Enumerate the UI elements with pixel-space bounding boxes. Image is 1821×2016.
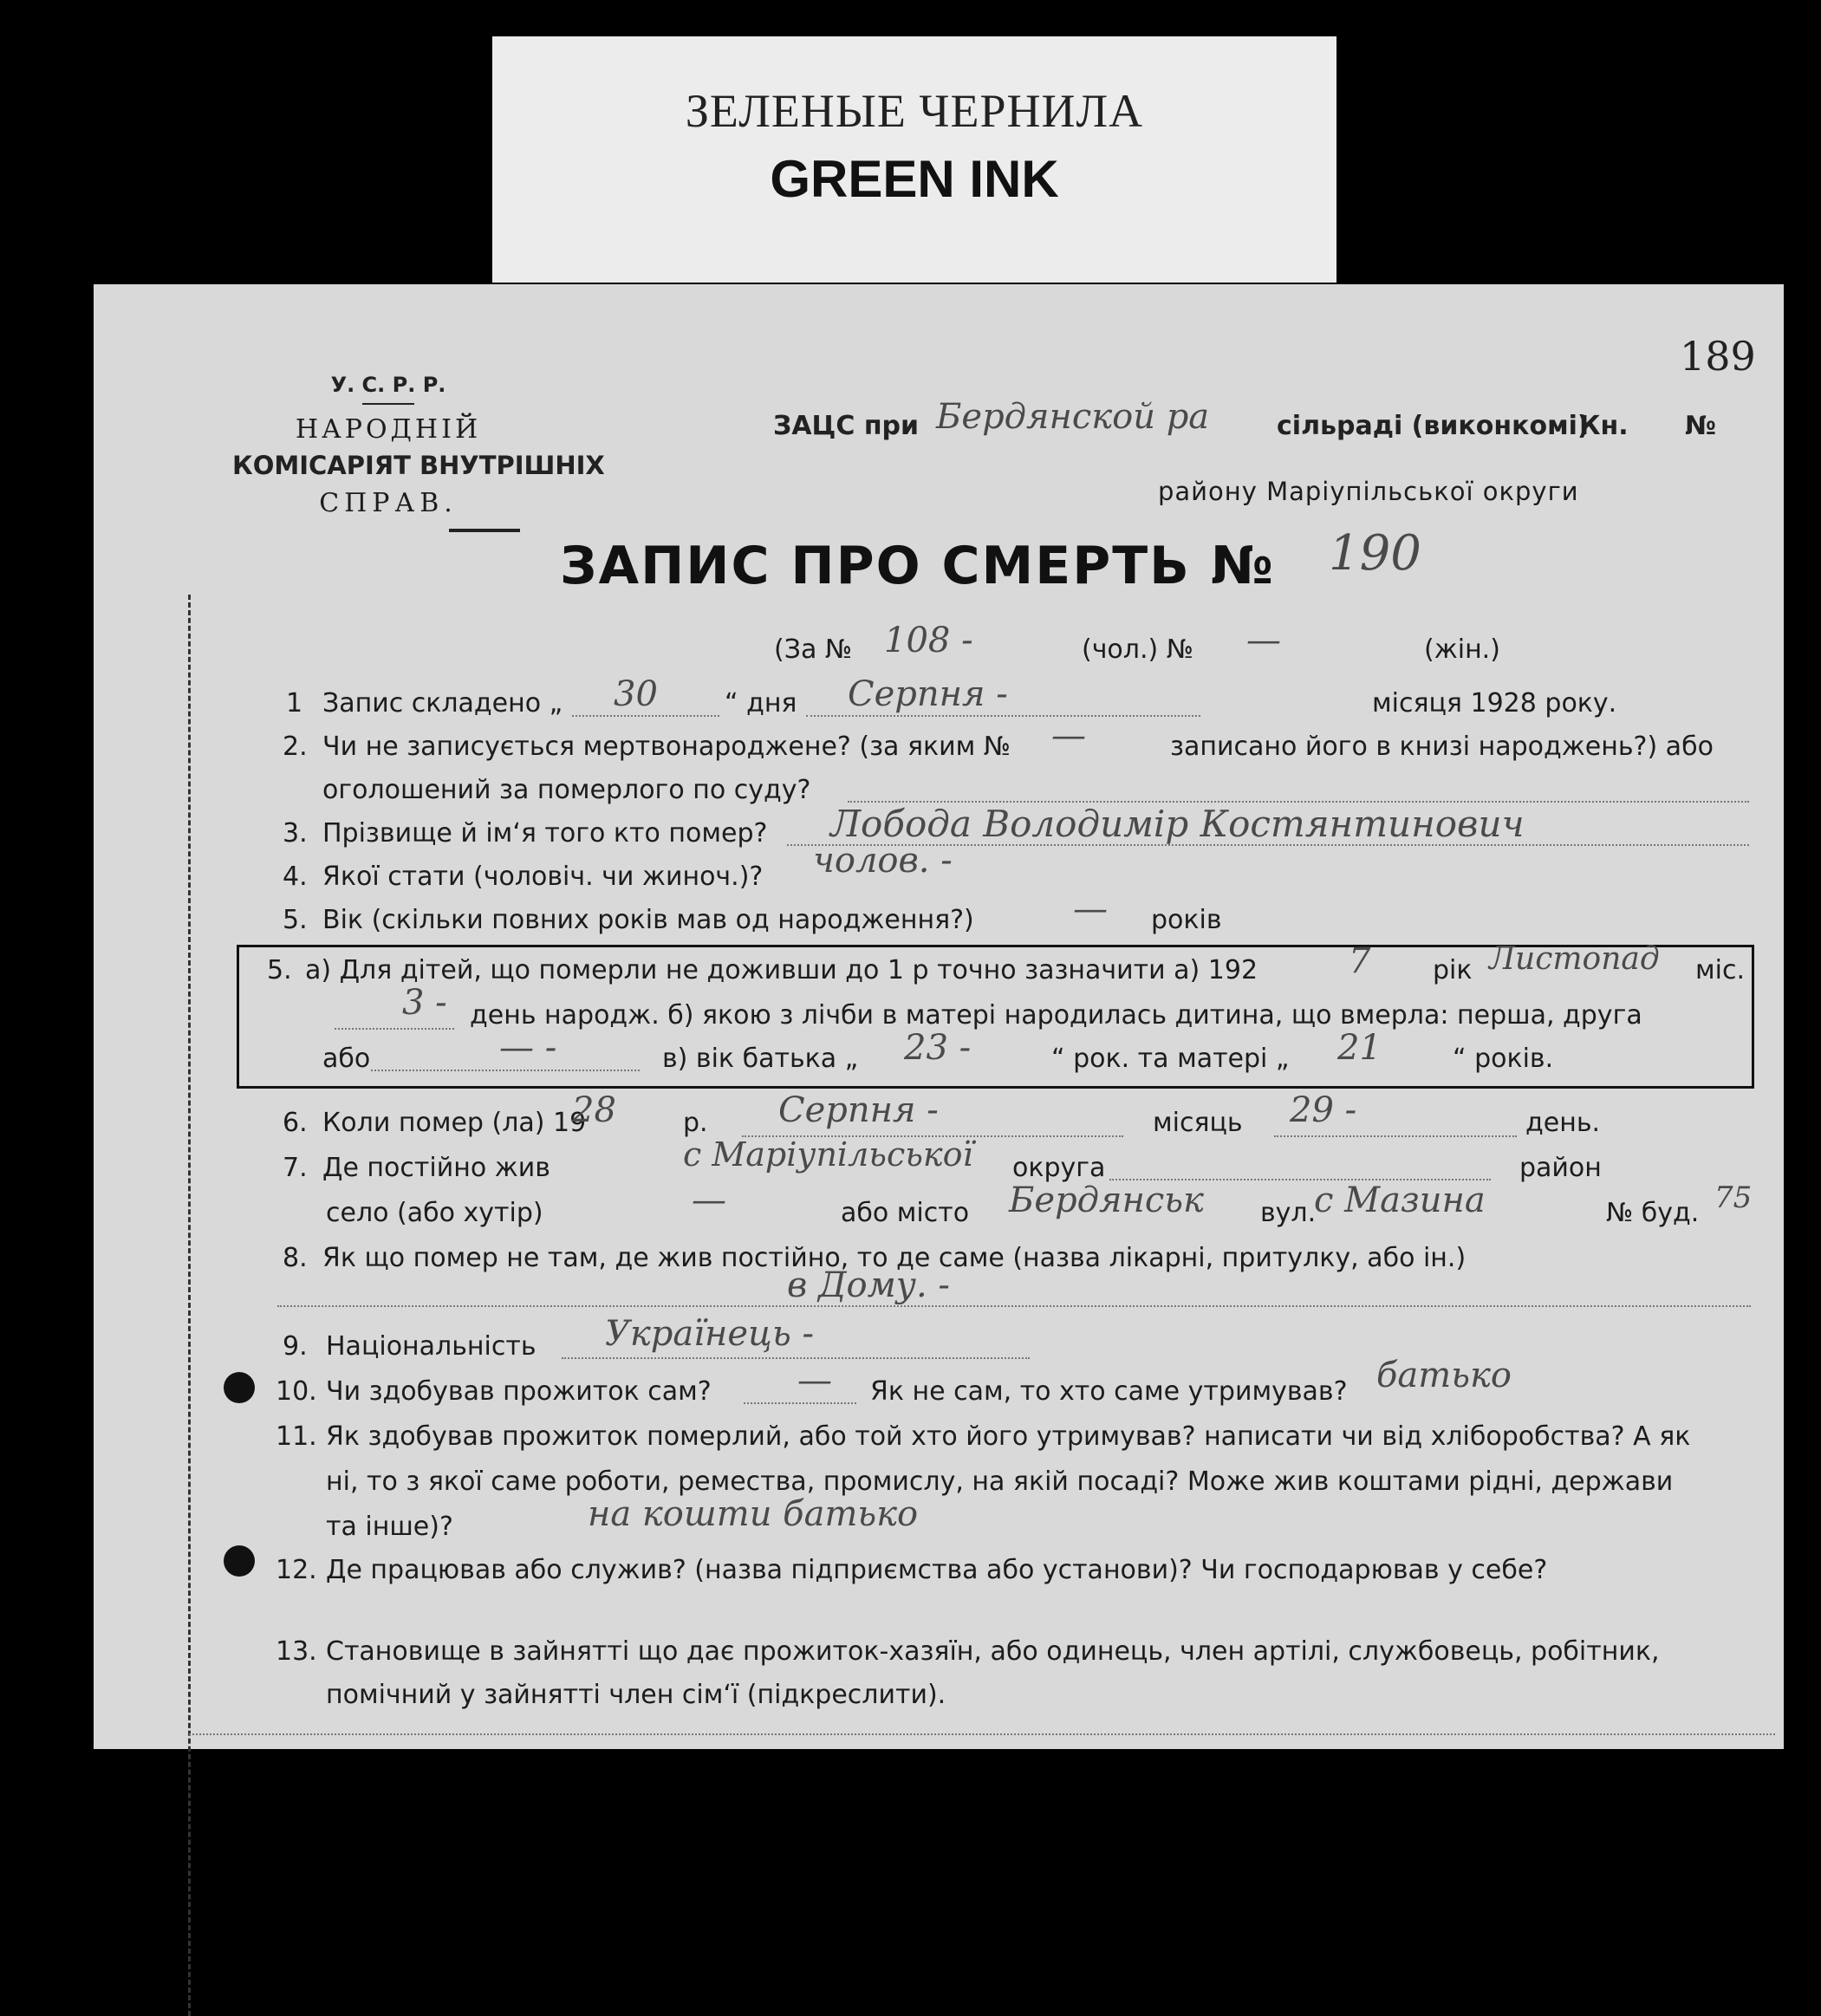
- field-13-label: Становище в зайнятті що дає прожиток-хазяїн, або одинець, член артілі, службовець, робітник,: [326, 1636, 1660, 1667]
- commissariat-line-3: СПРАВ.: [319, 488, 458, 518]
- livelihood: на кошти батько: [588, 1494, 919, 1534]
- fill-line: [744, 1402, 856, 1404]
- book-label: Кн.: [1579, 411, 1629, 441]
- bottom-perforation: [189, 1733, 1775, 1735]
- stillborn-number: —: [1051, 716, 1086, 756]
- field-4-label: Якої стати (чоловіч. чи жиноч.)?: [322, 862, 764, 892]
- field-5a-label: а) Для дітей, що померли не доживши до 1 р точно зазначити а) 192: [305, 955, 1258, 985]
- death-year: 28: [572, 1090, 616, 1130]
- field-number: 12.: [276, 1555, 317, 1585]
- field-2-label-cont: записано його в книзі народжень?) або: [1170, 732, 1714, 762]
- divider: [449, 529, 520, 532]
- field-9-label: Національність: [326, 1331, 537, 1362]
- male-number: —: [1246, 621, 1281, 660]
- field-number: 11.: [276, 1421, 317, 1452]
- divider: [362, 403, 414, 405]
- deceased-name: Лобода Володимір Костянтинович: [830, 803, 1525, 845]
- field-number: 13.: [276, 1636, 317, 1667]
- child-birth-month: Листопад: [1489, 941, 1660, 977]
- book-number-label: №: [1685, 411, 1717, 441]
- fill-line: [277, 1305, 1751, 1307]
- field-7-label: Де постійно жив: [322, 1153, 550, 1183]
- field-12-label: Де працював або служив? (назва підприємства або установи)? Чи господарював у себе?: [326, 1555, 1548, 1585]
- death-day: 29 -: [1290, 1090, 1357, 1130]
- district-line: району Маріупільської округи: [1158, 477, 1579, 506]
- field-13-label-cont: помічний у зайнятті член сім‘ї (підкреслити).: [326, 1680, 946, 1710]
- supporter: батько: [1376, 1356, 1512, 1395]
- residence-street: с Мазина: [1314, 1180, 1486, 1220]
- za-number: 108 -: [884, 621, 973, 660]
- record-month: Серпня -: [848, 674, 1008, 714]
- field-number: 8.: [283, 1243, 308, 1273]
- zacs-prefix: ЗАЦС при: [773, 411, 920, 441]
- za-label: (За №: [774, 634, 853, 665]
- death-month: Серпня -: [778, 1090, 939, 1130]
- field-10-label: Чи здобував прожиток сам?: [326, 1376, 712, 1407]
- fill-line: [335, 1028, 454, 1030]
- field-5a-or-label: або: [322, 1044, 371, 1074]
- field-number: 5.: [283, 905, 308, 935]
- commissariat-line-1: НАРОДНІЙ: [295, 414, 482, 445]
- field-1-year-label: місяця 1928 року.: [1372, 688, 1617, 719]
- field-number: 7.: [283, 1153, 308, 1183]
- commissariat-line-2: КОМІСАРІЯТ ВНУТРІШНІХ: [232, 451, 605, 480]
- fill-line: [371, 1070, 640, 1071]
- raion-label: район: [1519, 1153, 1602, 1183]
- fill-line: [572, 715, 719, 717]
- field-6-day-label: день.: [1525, 1108, 1601, 1138]
- field-5-years-label: років: [1151, 905, 1222, 935]
- child-birth-order: — -: [499, 1028, 557, 1068]
- ink-label-card: [492, 36, 1336, 283]
- field-2-label-court: оголошений за померлого по суду?: [322, 775, 811, 805]
- field-1-label: Запис складено „: [322, 688, 563, 719]
- field-10-label-cont: Як не сам, то хто саме утримував?: [870, 1376, 1348, 1407]
- zacs-suffix: сільраді (виконкомі): [1277, 411, 1590, 441]
- house-label: № буд.: [1606, 1198, 1700, 1228]
- punch-hole: [224, 1545, 255, 1577]
- residence-okrug: с Маріупільської: [683, 1135, 973, 1174]
- punch-hole: [224, 1372, 255, 1403]
- zacs-council-name: Бердянской ра: [936, 397, 1210, 437]
- field-5-label: Вік (скільки повних років мав од народження?): [322, 905, 974, 935]
- mother-age-label: “ рок. та матері „: [1051, 1044, 1290, 1074]
- field-5a-label-cont: день народж. б) якою з лічби в матері народилась дитина, що вмерла: перша, друга: [470, 1000, 1642, 1031]
- okrug-label: округа: [1012, 1153, 1106, 1183]
- record-day: 30: [614, 674, 658, 714]
- field-number: 9.: [283, 1331, 308, 1362]
- child-birth-day: 3 -: [402, 983, 447, 1023]
- fill-line: [562, 1357, 1030, 1359]
- mother-age: 21: [1337, 1028, 1382, 1068]
- field-11-label-cont: ні, то з якої саме роботи, ремества, промислу, на якій посаді? Може жив коштами рідні, держави: [326, 1466, 1674, 1497]
- field-number: 6.: [283, 1108, 308, 1138]
- field-1-day-label: “ дня: [725, 688, 797, 719]
- field-8-label: Як що помер не там, де жив постійно, то де саме (назва лікарні, притулку, або ін.): [322, 1243, 1467, 1273]
- usrr-header: У. С. Р. Р.: [330, 373, 446, 397]
- field-number: 4.: [283, 862, 308, 892]
- residence-house: 75: [1714, 1180, 1753, 1215]
- fill-line: [1274, 1135, 1517, 1137]
- label-russian: ЗЕЛЕНЫЕ ЧЕРНИЛА: [685, 85, 1144, 137]
- field-2-label: Чи не записується мертвонароджене? (за яким №: [322, 732, 1011, 762]
- child-birth-year: 7: [1349, 941, 1371, 981]
- record-number: 190: [1329, 525, 1421, 582]
- field-number: 10.: [276, 1376, 317, 1407]
- label-english: GREEN INK: [770, 150, 1059, 208]
- field-11-label-end: та інше)?: [326, 1512, 453, 1542]
- field-number: 3.: [283, 818, 308, 849]
- field-number: 5.: [267, 955, 292, 985]
- field-5a-years-label: “ років.: [1453, 1044, 1554, 1074]
- field-6-label: Коли помер (ла) 19: [322, 1108, 587, 1138]
- field-6-year-label: р.: [683, 1108, 708, 1138]
- self-supporting: —: [797, 1361, 832, 1401]
- street-label: вул.: [1260, 1198, 1317, 1228]
- city-label: або місто: [841, 1198, 970, 1228]
- deceased-sex: чолов. -: [813, 841, 953, 881]
- female-label: (жін.): [1424, 634, 1500, 665]
- residence-village: —: [692, 1180, 726, 1220]
- field-5a-year-label: рік: [1433, 955, 1473, 985]
- deceased-age: —: [1073, 889, 1108, 929]
- field-11-label: Як здобував прожиток померлий, або той хто його утримував? написати чи від хліборобства? А як: [326, 1421, 1691, 1452]
- fill-line: [806, 715, 1200, 717]
- sheet-number: 189: [1680, 333, 1756, 380]
- male-label: (чол.) №: [1082, 634, 1193, 665]
- field-6-month-label: місяць: [1153, 1108, 1243, 1138]
- nationality: Українець -: [605, 1314, 814, 1354]
- village-label: село (або хутір): [326, 1198, 543, 1228]
- field-number: 1: [286, 688, 303, 719]
- perforation-edge: [188, 595, 191, 2016]
- field-number: 2.: [283, 732, 308, 762]
- field-3-label: Прізвище й ім‘я того кто помер?: [322, 818, 768, 849]
- record-title: ЗАПИС ПРО СМЕРТЬ №: [560, 536, 1275, 596]
- death-record-form: [94, 284, 1784, 1749]
- field-5a-month-label: міс.: [1695, 955, 1745, 985]
- residence-city: Бердянськ: [1009, 1180, 1204, 1220]
- death-place: в Дому. -: [787, 1265, 950, 1305]
- father-age-label: в) вік батька „: [662, 1044, 859, 1074]
- father-age: 23 -: [904, 1028, 972, 1068]
